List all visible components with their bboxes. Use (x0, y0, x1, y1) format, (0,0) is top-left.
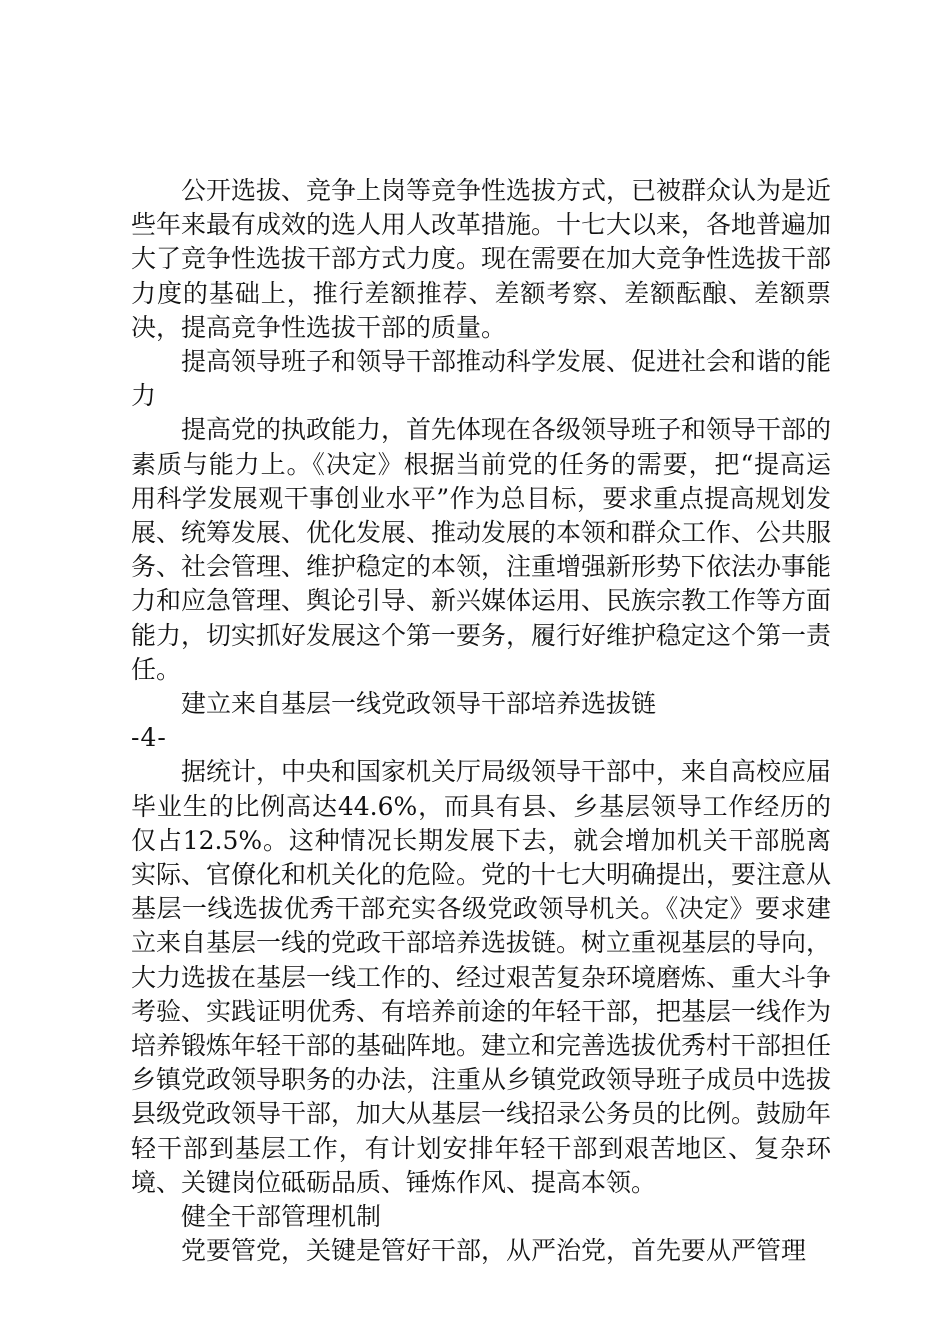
paragraph-grassroots-statistics: 据统计，中央和国家机关厅局级领导干部中，来自高校应届毕业生的比例高达44.6%，而具有县、乡基层领导工作经历的仅占12.5%。这种情况长期发展下去，就会增加机关干部脱离实际、官僚化和机关化的危险。党的十七大明确提出，要注意从基层一线选拔优秀干部充实各级党政领导机关。《决定》要求建立来自基层一线的党政干部培养选拔链。树立重视基层的导向，大力选拔在基层一线工作的、经过艰苦复杂环境磨炼、重大斗争考验、实践证明优秀、有培养前途的年轻干部，把基层一线作为培养锻炼年轻干部的基础阵地。建立和完善选拔优秀村干部担任乡镇党政领导职务的办法，注重从乡镇党政领导班子成员中选拔县级党政领导干部，加大从基层一线招录公务员的比例。鼓励年轻干部到基层工作，有计划安排年轻干部到艰苦地区、复杂环境、关键岗位砥砺品质、锤炼作风、提高本领。 (131, 757, 832, 1197)
heading-leadership-capability: 提高领导班子和领导干部推动科学发展、促进社会和谐的能力 (131, 347, 832, 411)
heading-cadre-management: 健全干部管理机制 (181, 1202, 382, 1232)
paragraph-competitive-selection: 公开选拔、竞争上岗等竞争性选拔方式，已被群众认为是近些年来最有成效的选人用人改革措施。十七大以来，各地普遍加大了竞争性选拔干部方式力度。现在需要在加大竞争性选拔干部力度的基础上，推行差额推荐、差额考察、差额酝酿、差额票决，提高竞争性选拔干部的质量。 (131, 176, 832, 342)
page-number: -4- (131, 723, 167, 753)
paragraph-party-management: 党要管党，关键是管好干部，从严治党，首先要从严管理 (181, 1236, 807, 1266)
paragraph-governing-capability: 提高党的执政能力，首先体现在各级领导班子和领导干部的素质与能力上。《决定》根据当前党的任务的需要，把“提高运用科学发展观干事创业水平”作为总目标，要求重点提高规划发展、统筹发展、优化发展、推动发展的本领和群众工作、公共服务、社会管理、维护稳定的本领，注重增强新形势下依法办事能力和应急管理、舆论引导、新兴媒体运用、民族宗教工作等方面能力，切实抓好发展这个第一要务，履行好维护稳定这个第一责任。 (131, 415, 832, 684)
heading-grassroots-selection-chain: 建立来自基层一线党政领导干部培养选拔链 (181, 689, 657, 719)
document-body (131, 174, 831, 1269)
